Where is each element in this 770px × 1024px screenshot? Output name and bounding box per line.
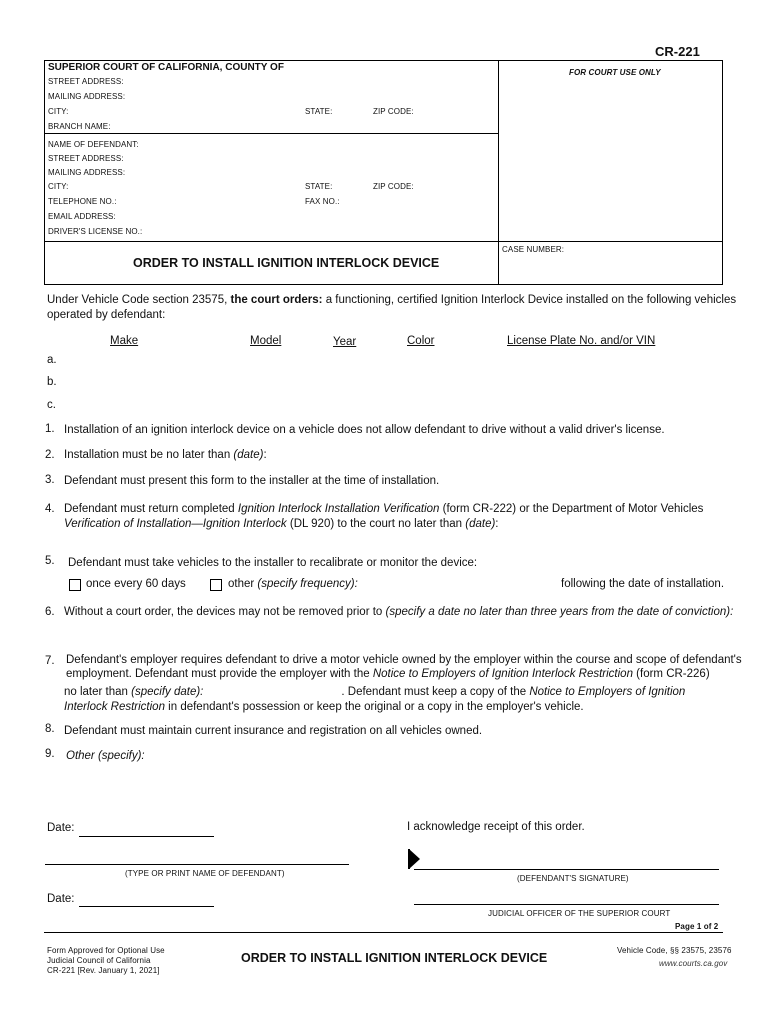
acknowledge-text: I acknowledge receipt of this order. — [407, 821, 585, 833]
item-2-text[interactable]: Installation must be no later than (date): — [64, 449, 267, 461]
item-6-number: 6. — [45, 606, 55, 618]
item-5-number: 5. — [45, 555, 55, 567]
footer-approved-3: CR-221 [Rev. January 1, 2021] — [47, 966, 160, 975]
defendant-info-box — [44, 133, 499, 242]
option-every-60-days: once every 60 days — [86, 578, 186, 590]
checkbox-other-frequency[interactable] — [210, 579, 222, 591]
column-plate-vin: License Plate No. and/or VIN — [507, 335, 656, 347]
defendant-signature-caption: (DEFENDANT'S SIGNATURE) — [517, 874, 629, 883]
judicial-officer-line[interactable] — [414, 904, 719, 905]
defendant-email[interactable]: EMAIL ADDRESS: — [48, 212, 116, 221]
column-make: Make — [110, 335, 139, 347]
item-4-line-2[interactable]: Verification of Installation—Ignition Interlock (DL 920) to the court no later than (date): — [64, 518, 499, 530]
court-mailing-address[interactable]: MAILING ADDRESS: — [48, 92, 126, 101]
page-number: Page 1 of 2 — [675, 922, 719, 931]
vehicle-row-a[interactable]: a. — [47, 354, 57, 366]
defendant-fax[interactable]: FAX NO.: — [305, 197, 340, 206]
date-line-2[interactable] — [79, 906, 214, 907]
footer-code: Vehicle Code, §§ 23575, 23576 — [617, 946, 732, 955]
item-5-tail: following the date of installation. — [561, 578, 725, 590]
item-7-line-4: Interlock Restriction in defendant's possession or keep the original or a copy in the employer's vehicle. — [64, 701, 584, 713]
defendant-city[interactable]: CITY: — [48, 182, 69, 191]
judicial-officer-caption: JUDICIAL OFFICER OF THE SUPERIOR COURT — [488, 909, 671, 918]
court-title: SUPERIOR COURT OF CALIFORNIA, COUNTY OF — [48, 62, 284, 73]
item-9-number: 9. — [45, 748, 55, 760]
court-branch[interactable]: BRANCH NAME: — [48, 122, 111, 131]
item-7-line-3[interactable]: no later than (specify date): . Defendant must keep a copy of the Notice to Employers of Ignition — [64, 686, 686, 698]
defendant-telephone[interactable]: TELEPHONE NO.: — [48, 197, 117, 206]
item-7-number: 7. — [45, 655, 55, 667]
footer-title: ORDER TO INSTALL IGNITION INTERLOCK DEVICE — [241, 951, 548, 965]
column-year: Year — [333, 336, 357, 348]
date-label-1: Date: — [47, 822, 75, 834]
date-label-2: Date: — [47, 893, 75, 905]
item-7-line-2: employment. Defendant must provide the employer with the Notice to Employers of Ignition Interlock Restriction (form CR-226) — [66, 668, 710, 680]
defendant-license[interactable]: DRIVER'S LICENSE NO.: — [48, 227, 143, 236]
item-1-text: Installation of an ignition interlock device on a vehicle does not allow defendant to drive without a valid driver's license. — [64, 424, 665, 436]
signature-arrow-icon — [406, 848, 422, 870]
item-7-line-1: Defendant's employer requires defendant to drive a motor vehicle owned by the employer within the course and scope of defendant's — [66, 654, 742, 666]
vehicle-row-c[interactable]: c. — [47, 399, 56, 411]
court-zip[interactable]: ZIP CODE: — [373, 107, 414, 116]
court-street-address[interactable]: STREET ADDRESS: — [48, 77, 124, 86]
defendant-state[interactable]: STATE: — [305, 182, 333, 191]
court-state[interactable]: STATE: — [305, 107, 333, 116]
column-color: Color — [407, 335, 435, 347]
defendant-street[interactable]: STREET ADDRESS: — [48, 154, 124, 163]
column-model: Model — [250, 335, 282, 347]
for-court-use-only: FOR COURT USE ONLY — [569, 68, 661, 77]
option-other-frequency[interactable]: other (specify frequency): — [228, 578, 358, 590]
item-3-text: Defendant must present this form to the installer at the time of installation. — [64, 475, 440, 487]
item-4-line-1: Defendant must return completed Ignition Interlock Installation Verification (form CR-222) or the Department of Motor Vehicles — [64, 503, 704, 515]
defendant-mailing[interactable]: MAILING ADDRESS: — [48, 168, 126, 177]
footer-rule — [44, 932, 723, 933]
item-2-number: 2. — [45, 449, 55, 461]
print-name-line[interactable] — [45, 864, 349, 865]
defendant-zip[interactable]: ZIP CODE: — [373, 182, 414, 191]
footer-approved-2: Judicial Council of California — [47, 956, 151, 965]
vehicle-row-b[interactable]: b. — [47, 376, 57, 388]
item-9-text[interactable]: Other (specify): — [66, 750, 145, 762]
checkbox-every-60-days[interactable] — [69, 579, 81, 591]
form-title: ORDER TO INSTALL IGNITION INTERLOCK DEVICE — [133, 256, 440, 270]
item-5-text: Defendant must take vehicles to the installer to recalibrate or monitor the device: — [68, 557, 478, 569]
intro-line-1: Under Vehicle Code section 23575, the court orders: a functioning, certified Ignition Interlock Device installed on the following vehicles — [47, 294, 737, 306]
defendant-name[interactable]: NAME OF DEFENDANT: — [48, 140, 139, 149]
item-8-number: 8. — [45, 723, 55, 735]
footer-approved-1: Form Approved for Optional Use — [47, 946, 165, 955]
item-1-number: 1. — [45, 423, 55, 435]
intro-line-2: operated by defendant: — [47, 309, 166, 321]
print-name-caption: (TYPE OR PRINT NAME OF DEFENDANT) — [125, 869, 285, 878]
date-line-1[interactable] — [79, 836, 214, 837]
item-4-number: 4. — [45, 503, 55, 515]
item-3-number: 3. — [45, 474, 55, 486]
item-6-text[interactable]: Without a court order, the devices may not be removed prior to (specify a date no later than three years from the date of conviction): — [64, 606, 734, 618]
item-8-text: Defendant must maintain current insurance and registration on all vehicles owned. — [64, 725, 483, 737]
form-number: CR-221 — [655, 44, 700, 59]
court-city[interactable]: CITY: — [48, 107, 69, 116]
court-use-box — [498, 60, 723, 242]
defendant-signature-line[interactable] — [414, 869, 719, 870]
case-number-label[interactable]: CASE NUMBER: — [502, 245, 565, 254]
footer-website[interactable]: www.courts.ca.gov — [659, 959, 728, 968]
